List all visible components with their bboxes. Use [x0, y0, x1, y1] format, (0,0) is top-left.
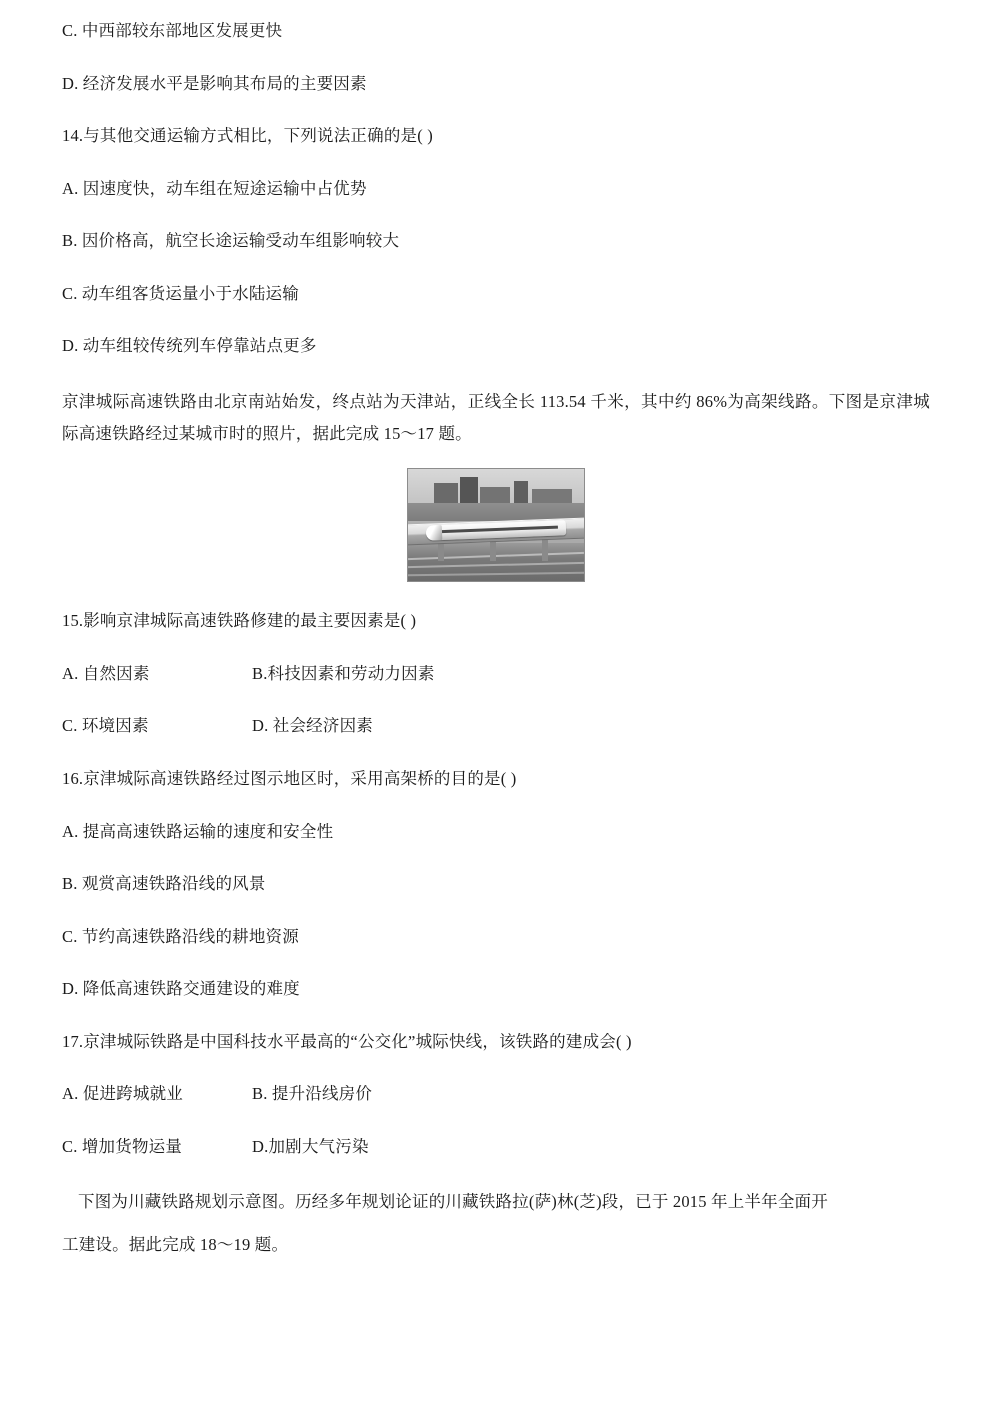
option-17-a: A. 促进跨城就业	[62, 1084, 183, 1104]
question-17: 17.京津城际铁路是中国科技水平最高的“公交化”城际快线，该铁路的建成会( )	[62, 1031, 632, 1051]
question-15-options-row-2	[62, 713, 930, 739]
option-16-b: B. 观赏高速铁路沿线的风景	[62, 874, 266, 894]
photo-building	[480, 487, 510, 503]
option-16-d: D. 降低高速铁路交通建设的难度	[62, 979, 300, 999]
option-14-d: D. 动车组较传统列车停靠站点更多	[62, 336, 317, 356]
photo-building	[460, 477, 478, 503]
question-15: 15.影响京津城际高速铁路修建的最主要因素是( )	[62, 611, 417, 631]
question-14: 14.与其他交通运输方式相比，下列说法正确的是( )	[62, 126, 433, 146]
photo-building	[434, 483, 458, 503]
option-17-c: C. 增加货物运量	[62, 1136, 183, 1156]
photo-building	[532, 489, 572, 503]
question-16: 16.京津城际高速铁路经过图示地区时，采用高架桥的目的是( )	[62, 768, 517, 788]
stem-paragraph-18-19-line-1: 下图为川藏铁路规划示意图。历经多年规划论证的川藏铁路拉(萨)林(芝)段，已于 2015 年上半年全面开	[78, 1192, 828, 1212]
option-14-b: B. 因价格高，航空长途运输受动车组影响较大	[62, 231, 400, 251]
option-13-d: D. 经济发展水平是影响其布局的主要因素	[62, 73, 367, 93]
train-viaduct-photo	[407, 468, 585, 582]
option-16-a: A. 提高高速铁路运输的速度和安全性	[62, 821, 334, 841]
stem-paragraph-15-17: 京津城际高速铁路由北京南站始发，终点站为天津站，正线全长 113.54 千米，其中约 86%为高架线路。下图是京津城际高速铁路经过某城市时的照片，据此完成 15～17 题。	[62, 391, 930, 444]
option-17-b: B. 提升沿线房价	[252, 1084, 373, 1104]
option-16-c: C. 节约高速铁路沿线的耕地资源	[62, 926, 299, 946]
option-15-d: D. 社会经济因素	[252, 716, 373, 736]
question-15-options-row-1	[62, 661, 930, 687]
option-15-a: A. 自然因素	[62, 663, 150, 683]
question-17-options-row-2	[62, 1134, 930, 1160]
question-17-options-row-1	[62, 1081, 930, 1107]
option-15-c: C. 环境因素	[62, 716, 149, 736]
option-17-d: D.加剧大气污染	[252, 1136, 369, 1156]
stem-paragraph-18-19-line-2: 工建设。据此完成 18～19 题。	[62, 1234, 289, 1254]
photo-viaduct-pier	[542, 537, 548, 561]
photo-building	[514, 481, 528, 503]
option-15-b: B.科技因素和劳动力因素	[252, 663, 435, 683]
option-13-c: C. 中西部较东部地区发展更快	[62, 21, 283, 40]
option-14-a: A. 因速度快，动车组在短途运输中占优势	[62, 178, 367, 198]
figure-block	[62, 468, 930, 582]
option-14-c: C. 动车组客货运量小于水陆运输	[62, 283, 299, 303]
